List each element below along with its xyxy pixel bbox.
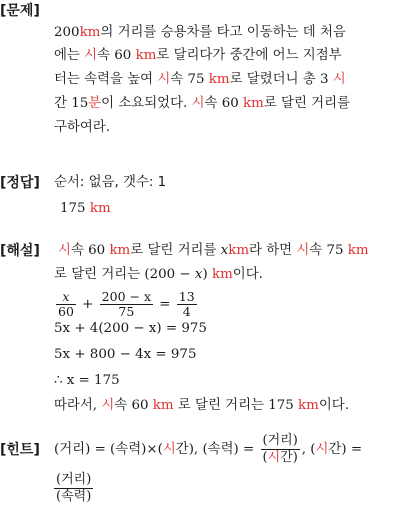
variable-x: x (220, 243, 229, 258)
denominator: 4 (182, 304, 191, 319)
solution-line-1 (58, 242, 395, 260)
unit-km: km (152, 398, 174, 413)
answer-line-1: 순서: 없음, 갯수: 1 (54, 175, 167, 190)
unit-km: km (79, 25, 101, 40)
answer-label: [정답] (0, 175, 40, 191)
denominator: 60 (58, 304, 74, 319)
text: 로 달린 거리는 175 (173, 398, 294, 413)
highlight-si: 시 (101, 398, 115, 413)
text: 속 60 (97, 48, 132, 63)
solution-label: [해설] (0, 243, 40, 259)
text: 라 하면 (249, 243, 297, 258)
highlight-bun: 분 (88, 96, 102, 111)
text: 구하여라. (54, 120, 110, 135)
text: 로 달렸더니 총 3 (229, 72, 329, 87)
highlight-si: 시 (315, 442, 329, 457)
text: 의 거리를 승용차를 타고 이동하는 데 처음 (100, 25, 346, 40)
text: 이 소요되었다. (101, 96, 192, 111)
equals-sign: = (159, 297, 171, 312)
hint-label: [힌트] (0, 442, 40, 458)
fraction-x-over-60 (56, 290, 76, 319)
text: (거리) = (속력)×( (54, 442, 163, 457)
text: 속 60 (70, 243, 106, 258)
problem-line-3 (54, 71, 395, 89)
unit-km: km (347, 243, 369, 258)
text: 이다. (232, 267, 263, 282)
solution-eq-2: 5x + 800 − 4x = 975 (54, 347, 197, 362)
denominator: 75 (118, 304, 135, 319)
text: 에는 (54, 48, 85, 63)
text: 따라서, (54, 398, 102, 413)
fraction-distance-over-time (261, 433, 300, 466)
solution-eq-3: ∴ x = 175 (54, 373, 120, 388)
numerator: (거리) (261, 433, 300, 450)
text: , ( (301, 442, 316, 457)
denominator: (시간) (262, 450, 298, 465)
numerator: 13 (178, 289, 195, 304)
problem-line-4 (54, 95, 395, 113)
unit-km: km (298, 398, 319, 413)
fraction-distance-over-speed (54, 472, 93, 505)
hint-line-1 (54, 430, 399, 470)
text: 이다. (318, 398, 349, 413)
text: 175 (60, 201, 86, 216)
problem-line-5 (54, 119, 395, 137)
unit-km: km (135, 48, 157, 63)
problem-line-1 (54, 24, 395, 42)
text: 로 달린 거리는 (200 − (54, 267, 195, 282)
unit-km: km (243, 96, 264, 111)
fraction-remaining-over-75 (100, 290, 153, 319)
unit-km: km (208, 72, 230, 87)
numerator: 200 − x (101, 289, 152, 304)
plus-sign: + (82, 297, 94, 312)
solution-fraction-equation (54, 288, 395, 322)
problem-label: [문제] (0, 3, 40, 19)
text: 로 달린 거리를 (263, 96, 350, 111)
highlight-si: 시 (296, 243, 310, 258)
text: 터는 속력을 높여 (54, 72, 158, 87)
highlight-si: 시 (332, 72, 346, 87)
solution-line-2 (54, 266, 395, 284)
unit-km: km (109, 243, 131, 258)
solution-conclusion (54, 397, 395, 415)
unit-km: km (89, 201, 111, 216)
text: 로 달린 거리를 (130, 243, 217, 258)
numerator: (거리) (56, 472, 92, 487)
hint-line-2 (54, 470, 395, 508)
text: 간 15 (54, 96, 89, 111)
text: 속 60 (204, 96, 239, 111)
text: 200 (54, 25, 80, 40)
text: ) (202, 267, 208, 282)
variable-x: x (194, 267, 203, 282)
numerator: x (56, 290, 76, 305)
solution-eq-1: 5x + 4(200 − x) = 975 (54, 321, 207, 336)
problem-line-2 (54, 47, 395, 65)
unit-km: km (211, 267, 233, 282)
text: 간), (속력) = (175, 442, 255, 457)
denominator: (속력) (56, 489, 92, 504)
answer-value (60, 200, 395, 218)
text: 속 75 (309, 243, 344, 258)
text: 간) = (328, 442, 363, 457)
highlight-si: 시 (84, 48, 98, 63)
highlight-si: 시 (58, 243, 71, 258)
highlight-si: 시 (157, 72, 171, 87)
fraction-13-over-4 (177, 290, 197, 319)
unit-km: km (228, 243, 250, 258)
text: 속 75 (170, 72, 205, 87)
text: 속 60 (114, 398, 149, 413)
highlight-si: 시 (162, 442, 176, 457)
text: 로 달리다가 중간에 어느 지점부 (156, 48, 342, 63)
highlight-si: 시 (191, 96, 205, 111)
